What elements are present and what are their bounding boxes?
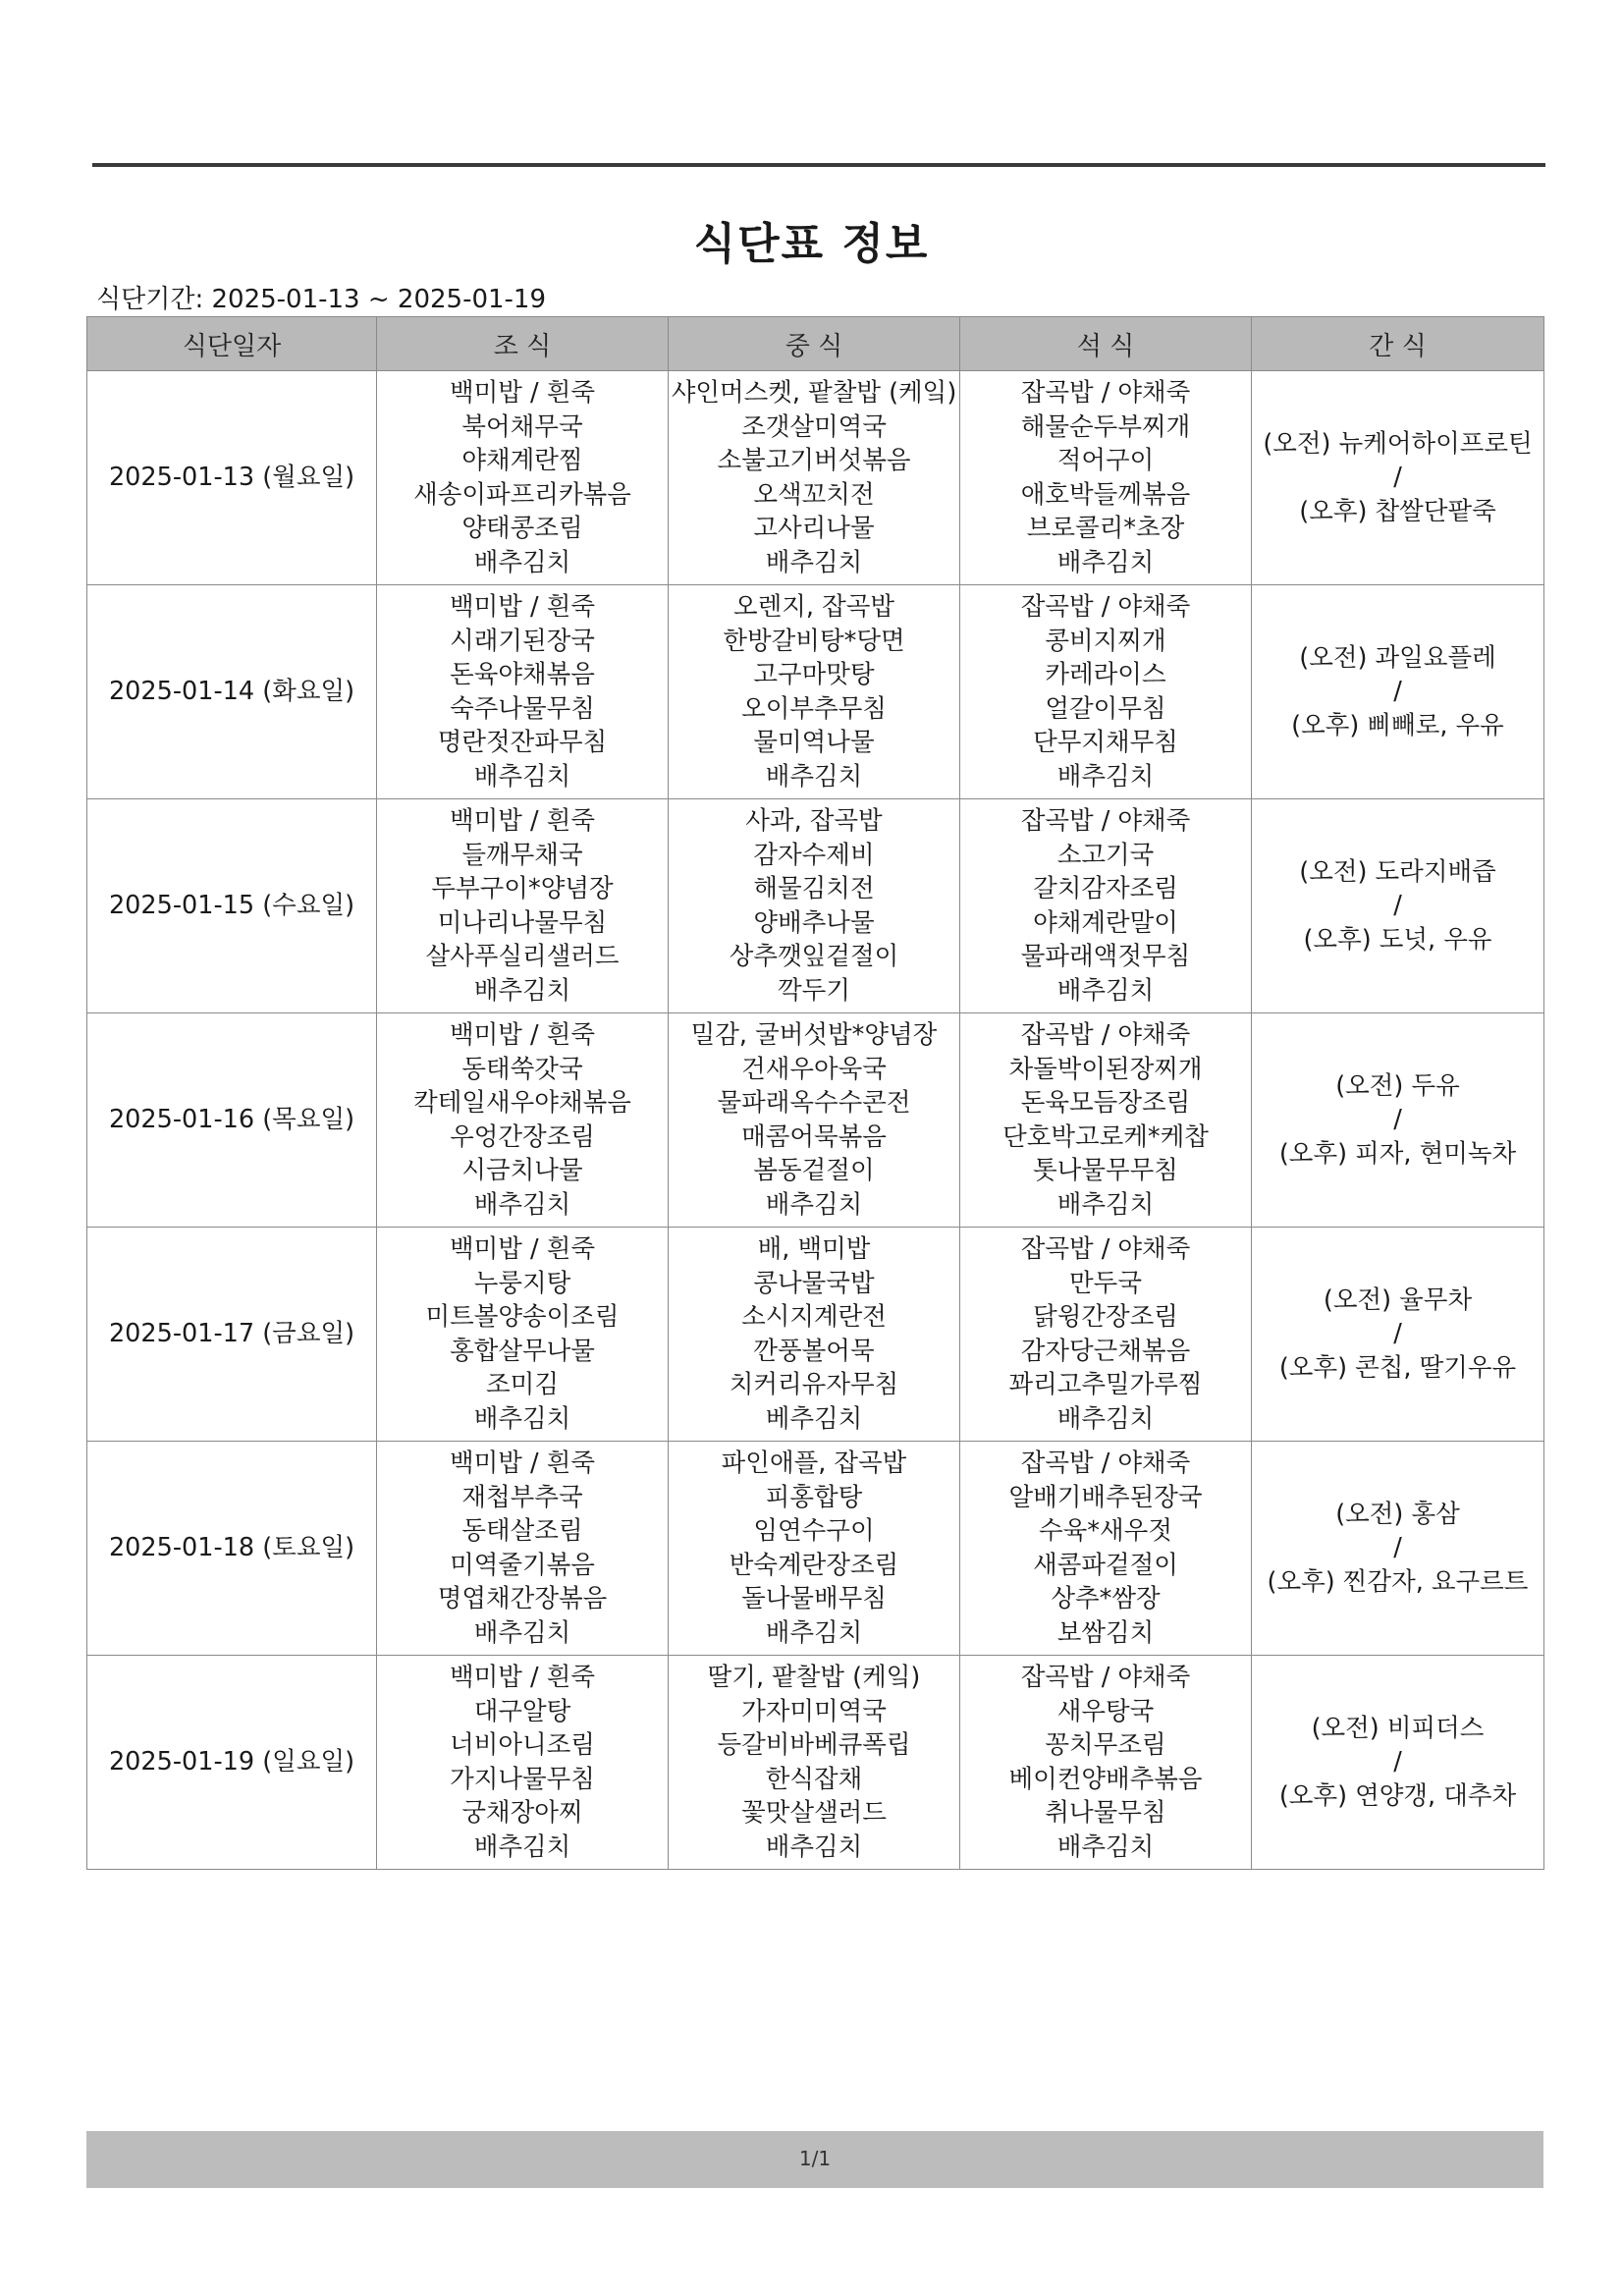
dish-item: 보쌈김치: [1056, 1617, 1155, 1648]
dinner-cell: [960, 1013, 1252, 1228]
date-cell: 2025-01-15 (수요일): [87, 799, 377, 1013]
dish-item: 백미밥 / 흰죽: [450, 806, 595, 836]
snack-pm: (오후) 피자, 현미녹차: [1278, 1138, 1517, 1169]
dish-item: 배추김치: [473, 1831, 571, 1862]
snack-pm: (오후) 콘칩, 딸기우유: [1278, 1352, 1517, 1383]
dish-item: 배추김치: [1056, 547, 1155, 577]
dish-item: 매콤어묵볶음: [741, 1121, 887, 1152]
snack-am: (오전) 두유: [1335, 1070, 1460, 1101]
dish-item: 봄동겉절이: [753, 1156, 875, 1185]
dish-item: 고구마맛탕: [753, 660, 875, 689]
snack-separator: /: [1393, 1747, 1402, 1777]
dish-item: 갈치감자조림: [1033, 874, 1178, 903]
snack-pm: (오후) 삐빼로, 우유: [1291, 710, 1504, 740]
dish-item: 잡곡밥 / 야채죽: [1020, 378, 1191, 408]
table-row: [87, 1228, 1544, 1442]
header-dinner: 석 식: [960, 317, 1252, 371]
date-cell: 2025-01-14 (화요일): [87, 585, 377, 799]
header-lunch: 중 식: [669, 317, 960, 371]
lunch-cell: [669, 371, 960, 585]
snack-separator: /: [1393, 463, 1402, 493]
dish-item: 미역줄기볶음: [450, 1550, 595, 1580]
date-cell: 2025-01-17 (금요일): [87, 1228, 377, 1442]
dish-item: 등갈비바베큐폭립: [717, 1730, 911, 1760]
dish-item: 새콤파겉절이: [1033, 1550, 1178, 1580]
dish-item: 배추김치: [473, 761, 571, 792]
dish-item: 배추김치: [1056, 1403, 1155, 1434]
dish-item: 잡곡밥 / 야채죽: [1020, 1663, 1191, 1692]
dish-item: 사과, 잡곡밥: [745, 806, 883, 836]
dish-item: 미나리나물무침: [437, 907, 608, 938]
dish-item: 야채계란말이: [1033, 907, 1178, 938]
dish-item: 동태쑥갓국: [461, 1054, 583, 1084]
dish-item: 파인애플, 잡곡밥: [721, 1449, 907, 1478]
dish-item: 백미밥 / 흰죽: [450, 592, 595, 622]
dish-item: 해물순두부찌개: [1020, 411, 1191, 442]
dish-item: 베이컨양배추볶음: [1008, 1764, 1203, 1794]
header-date: 식단일자: [87, 317, 377, 371]
dish-item: 돈육모듬장조림: [1020, 1088, 1191, 1118]
dish-item: 단무지채무침: [1033, 728, 1178, 757]
dish-item: 잡곡밥 / 야채죽: [1020, 806, 1191, 836]
dish-item: 동태살조림: [461, 1516, 583, 1546]
snack-pm: (오후) 도넛, 우유: [1303, 924, 1492, 955]
dish-item: 꽃맛살샐러드: [741, 1798, 887, 1828]
header-breakfast: 조 식: [377, 317, 669, 371]
dish-item: 소불고기버섯볶음: [717, 446, 911, 475]
dish-item: 잡곡밥 / 야채죽: [1020, 1234, 1191, 1264]
snack-cell: [1252, 1656, 1544, 1870]
dish-item: 배추김치: [473, 1189, 571, 1220]
lunch-cell: [669, 1442, 960, 1656]
breakfast-cell: [377, 371, 669, 585]
dish-item: 배추김치: [765, 761, 863, 792]
dish-item: 톳나물무무침: [1033, 1156, 1178, 1185]
dish-item: 건새우아욱국: [741, 1054, 887, 1084]
dish-item: 단호박고로케*케찹: [1002, 1121, 1209, 1152]
dish-item: 조미김: [486, 1370, 559, 1399]
dish-item: 오색꼬치전: [753, 479, 875, 510]
snack-separator: /: [1393, 891, 1402, 921]
date-cell: 2025-01-19 (일요일): [87, 1656, 377, 1870]
snack-am: (오전) 비피더스: [1311, 1713, 1485, 1743]
page-number: 1/1: [798, 2147, 832, 2170]
dish-item: 반숙계란장조림: [729, 1550, 899, 1580]
dish-item: 취나물무침: [1045, 1798, 1166, 1828]
dish-item: 딸기, 팥찰밥 (케잌): [707, 1663, 921, 1692]
table-row: [87, 799, 1544, 1013]
dish-item: 임연수구이: [753, 1516, 875, 1546]
dish-item: 배추김치: [765, 547, 863, 577]
dish-item: 배추김치: [473, 547, 571, 577]
dish-item: 만두국: [1069, 1268, 1142, 1298]
snack-am: (오전) 율무차: [1323, 1285, 1473, 1315]
dish-item: 미트볼양송이조림: [425, 1302, 620, 1332]
dish-item: 콩나물국밥: [753, 1268, 875, 1298]
dish-item: 누룽지탕: [473, 1268, 571, 1298]
dinner-cell: [960, 1228, 1252, 1442]
breakfast-cell: [377, 1442, 669, 1656]
breakfast-cell: [377, 799, 669, 1013]
table-header-row: [87, 317, 1544, 371]
dish-item: 새송이파프리카볶음: [413, 479, 631, 510]
breakfast-cell: [377, 1656, 669, 1870]
dish-item: 피홍합탕: [765, 1482, 863, 1512]
lunch-cell: [669, 585, 960, 799]
snack-cell: [1252, 1013, 1544, 1228]
dish-item: 양태콩조림: [461, 514, 583, 543]
date-cell: 2025-01-13 (월요일): [87, 371, 377, 585]
dish-item: 야채계란찜: [461, 446, 583, 475]
dish-item: 명엽채간장볶음: [437, 1584, 608, 1613]
dish-item: 꽁치무조림: [1045, 1730, 1166, 1760]
dish-item: 우엉간장조림: [450, 1121, 595, 1152]
lunch-cell: [669, 1013, 960, 1228]
dish-item: 잡곡밥 / 야채죽: [1020, 1449, 1191, 1478]
dish-item: 오렌지, 잡곡밥: [732, 592, 894, 622]
dish-item: 한식잡채: [765, 1764, 863, 1794]
header-snack: 간 식: [1252, 317, 1544, 371]
dish-item: 애호박들께볶음: [1020, 479, 1191, 510]
lunch-cell: [669, 799, 960, 1013]
lunch-cell: [669, 1656, 960, 1870]
lunch-cell: [669, 1228, 960, 1442]
dish-item: 꽈리고추밀가루찜: [1008, 1370, 1203, 1399]
breakfast-cell: [377, 585, 669, 799]
footer-bar: [86, 2131, 1543, 2188]
table-row: [87, 585, 1544, 799]
dish-item: 배추김치: [1056, 1189, 1155, 1220]
snack-separator: /: [1393, 1105, 1402, 1135]
dish-item: 물파래옥수수콘전: [717, 1088, 911, 1118]
dish-item: 밀감, 굴버섯밥*양념장: [690, 1020, 938, 1050]
snack-cell: [1252, 799, 1544, 1013]
meal-table: [86, 316, 1544, 1870]
dish-item: 가지나물무침: [450, 1764, 595, 1794]
dish-item: 너비아니조림: [450, 1730, 595, 1760]
table-row: [87, 371, 1544, 585]
dish-item: 대구알탕: [473, 1696, 571, 1726]
dish-item: 백미밥 / 흰죽: [450, 1020, 595, 1050]
dish-item: 두부구이*양념장: [431, 874, 614, 903]
snack-pm: (오후) 찐감자, 요구르트: [1267, 1566, 1529, 1597]
dish-item: 물파래액젓무침: [1020, 942, 1191, 971]
dish-item: 콩비지찌개: [1045, 626, 1166, 656]
page-title: 식단표 정보: [693, 219, 930, 269]
dish-item: 배추김치: [765, 1617, 863, 1648]
dish-item: 브로콜리*초장: [1026, 514, 1185, 543]
dish-item: 배추김치: [1056, 1831, 1155, 1862]
snack-am: (오전) 뉴케어하이프로틴: [1263, 428, 1533, 459]
dish-item: 알배기배추된장국: [1008, 1482, 1203, 1512]
dish-item: 배추김치: [765, 1831, 863, 1862]
dish-item: 배추김치: [1056, 761, 1155, 792]
dish-item: 홍합살무나물: [450, 1336, 595, 1366]
dish-item: 소시지계란전: [741, 1302, 887, 1332]
dish-item: 차돌박이된장찌개: [1008, 1054, 1203, 1084]
dish-item: 소고기국: [1056, 840, 1155, 870]
dish-item: 백미밥 / 흰죽: [450, 378, 595, 408]
dish-item: 배추김치: [473, 1403, 571, 1434]
dinner-cell: [960, 1442, 1252, 1656]
dish-item: 베추김치: [765, 1403, 863, 1434]
dish-item: 상추*쌈장: [1051, 1584, 1161, 1613]
dish-item: 칵테일새우야채볶음: [413, 1088, 631, 1118]
snack-pm: (오후) 찹쌀단팥죽: [1299, 496, 1496, 526]
dinner-cell: [960, 371, 1252, 585]
dish-item: 시금치나물: [461, 1156, 583, 1185]
dish-item: 적어구이: [1056, 446, 1155, 475]
dish-item: 배, 백미밥: [757, 1234, 871, 1264]
dish-item: 깍두기: [778, 975, 850, 1006]
dish-item: 돌나물배무침: [741, 1584, 887, 1613]
dish-item: 감자당근채볶음: [1020, 1336, 1191, 1366]
dish-item: 닭윙간장조림: [1033, 1302, 1178, 1332]
dish-item: 카레라이스: [1045, 660, 1166, 689]
snack-separator: /: [1393, 677, 1402, 707]
dinner-cell: [960, 585, 1252, 799]
dish-item: 시래기된장국: [450, 626, 595, 656]
dish-item: 명란젓잔파무침: [437, 728, 608, 757]
dish-item: 배추김치: [1056, 975, 1155, 1006]
breakfast-cell: [377, 1228, 669, 1442]
dish-item: 치커리유자무침: [729, 1370, 899, 1399]
breakfast-cell: [377, 1013, 669, 1228]
dish-item: 잡곡밥 / 야채죽: [1020, 1020, 1191, 1050]
dish-item: 얼갈이무침: [1045, 693, 1166, 724]
snack-am: (오전) 과일요플레: [1299, 642, 1496, 673]
dish-item: 새우탕국: [1056, 1696, 1155, 1726]
snack-separator: /: [1393, 1533, 1402, 1563]
snack-cell: [1252, 1442, 1544, 1656]
dish-item: 숙주나물무침: [450, 693, 595, 724]
dish-item: 오이부추무침: [741, 693, 887, 724]
dish-item: 들깨무채국: [461, 840, 583, 870]
dish-item: 북어채무국: [461, 411, 583, 442]
top-rule: [92, 163, 1545, 167]
snack-cell: [1252, 371, 1544, 585]
snack-cell: [1252, 1228, 1544, 1442]
dish-item: 배추김치: [473, 975, 571, 1006]
dish-item: 깐풍볼어묵: [753, 1336, 875, 1366]
dish-item: 해물김치전: [753, 874, 875, 903]
dinner-cell: [960, 799, 1252, 1013]
table-row: [87, 1013, 1544, 1228]
dish-item: 조갯살미역국: [741, 411, 887, 442]
dish-item: 양배추나물: [753, 907, 875, 938]
table-row: [87, 1442, 1544, 1656]
snack-am: (오전) 도라지배즙: [1299, 856, 1496, 887]
dish-item: 백미밥 / 흰죽: [450, 1449, 595, 1478]
dish-item: 감자수제비: [753, 840, 875, 870]
snack-am: (오전) 홍삼: [1335, 1499, 1460, 1529]
dish-item: 물미역나물: [753, 728, 875, 757]
dish-item: 살사푸실리샐러드: [425, 942, 620, 971]
snack-separator: /: [1393, 1319, 1402, 1349]
dish-item: 잡곡밥 / 야채죽: [1020, 592, 1191, 622]
snack-pm: (오후) 연양갱, 대추차: [1278, 1780, 1517, 1811]
table-row: [87, 1656, 1544, 1870]
dish-item: 배추김치: [765, 1189, 863, 1220]
dish-item: 백미밥 / 흰죽: [450, 1234, 595, 1264]
dish-item: 상추깻잎겉절이: [729, 942, 899, 971]
dish-item: 백미밥 / 흰죽: [450, 1663, 595, 1692]
dish-item: 한방갈비탕*당면: [723, 626, 905, 656]
dish-item: 가자미미역국: [741, 1696, 887, 1726]
dish-item: 배추김치: [473, 1617, 571, 1648]
dish-item: 돈육야채볶음: [450, 660, 595, 689]
date-cell: 2025-01-16 (목요일): [87, 1013, 377, 1228]
dish-item: 수육*새우젓: [1039, 1516, 1172, 1546]
dish-item: 재첩부추국: [461, 1482, 583, 1512]
dish-item: 궁채장아찌: [461, 1798, 583, 1828]
dinner-cell: [960, 1656, 1252, 1870]
meal-period: 식단기간: 2025-01-13 ~ 2025-01-19: [96, 285, 547, 314]
snack-cell: [1252, 585, 1544, 799]
dish-item: 샤인머스켓, 팥찰밥 (케잌): [671, 378, 957, 408]
dish-item: 고사리나물: [753, 514, 875, 543]
date-cell: 2025-01-18 (토요일): [87, 1442, 377, 1656]
